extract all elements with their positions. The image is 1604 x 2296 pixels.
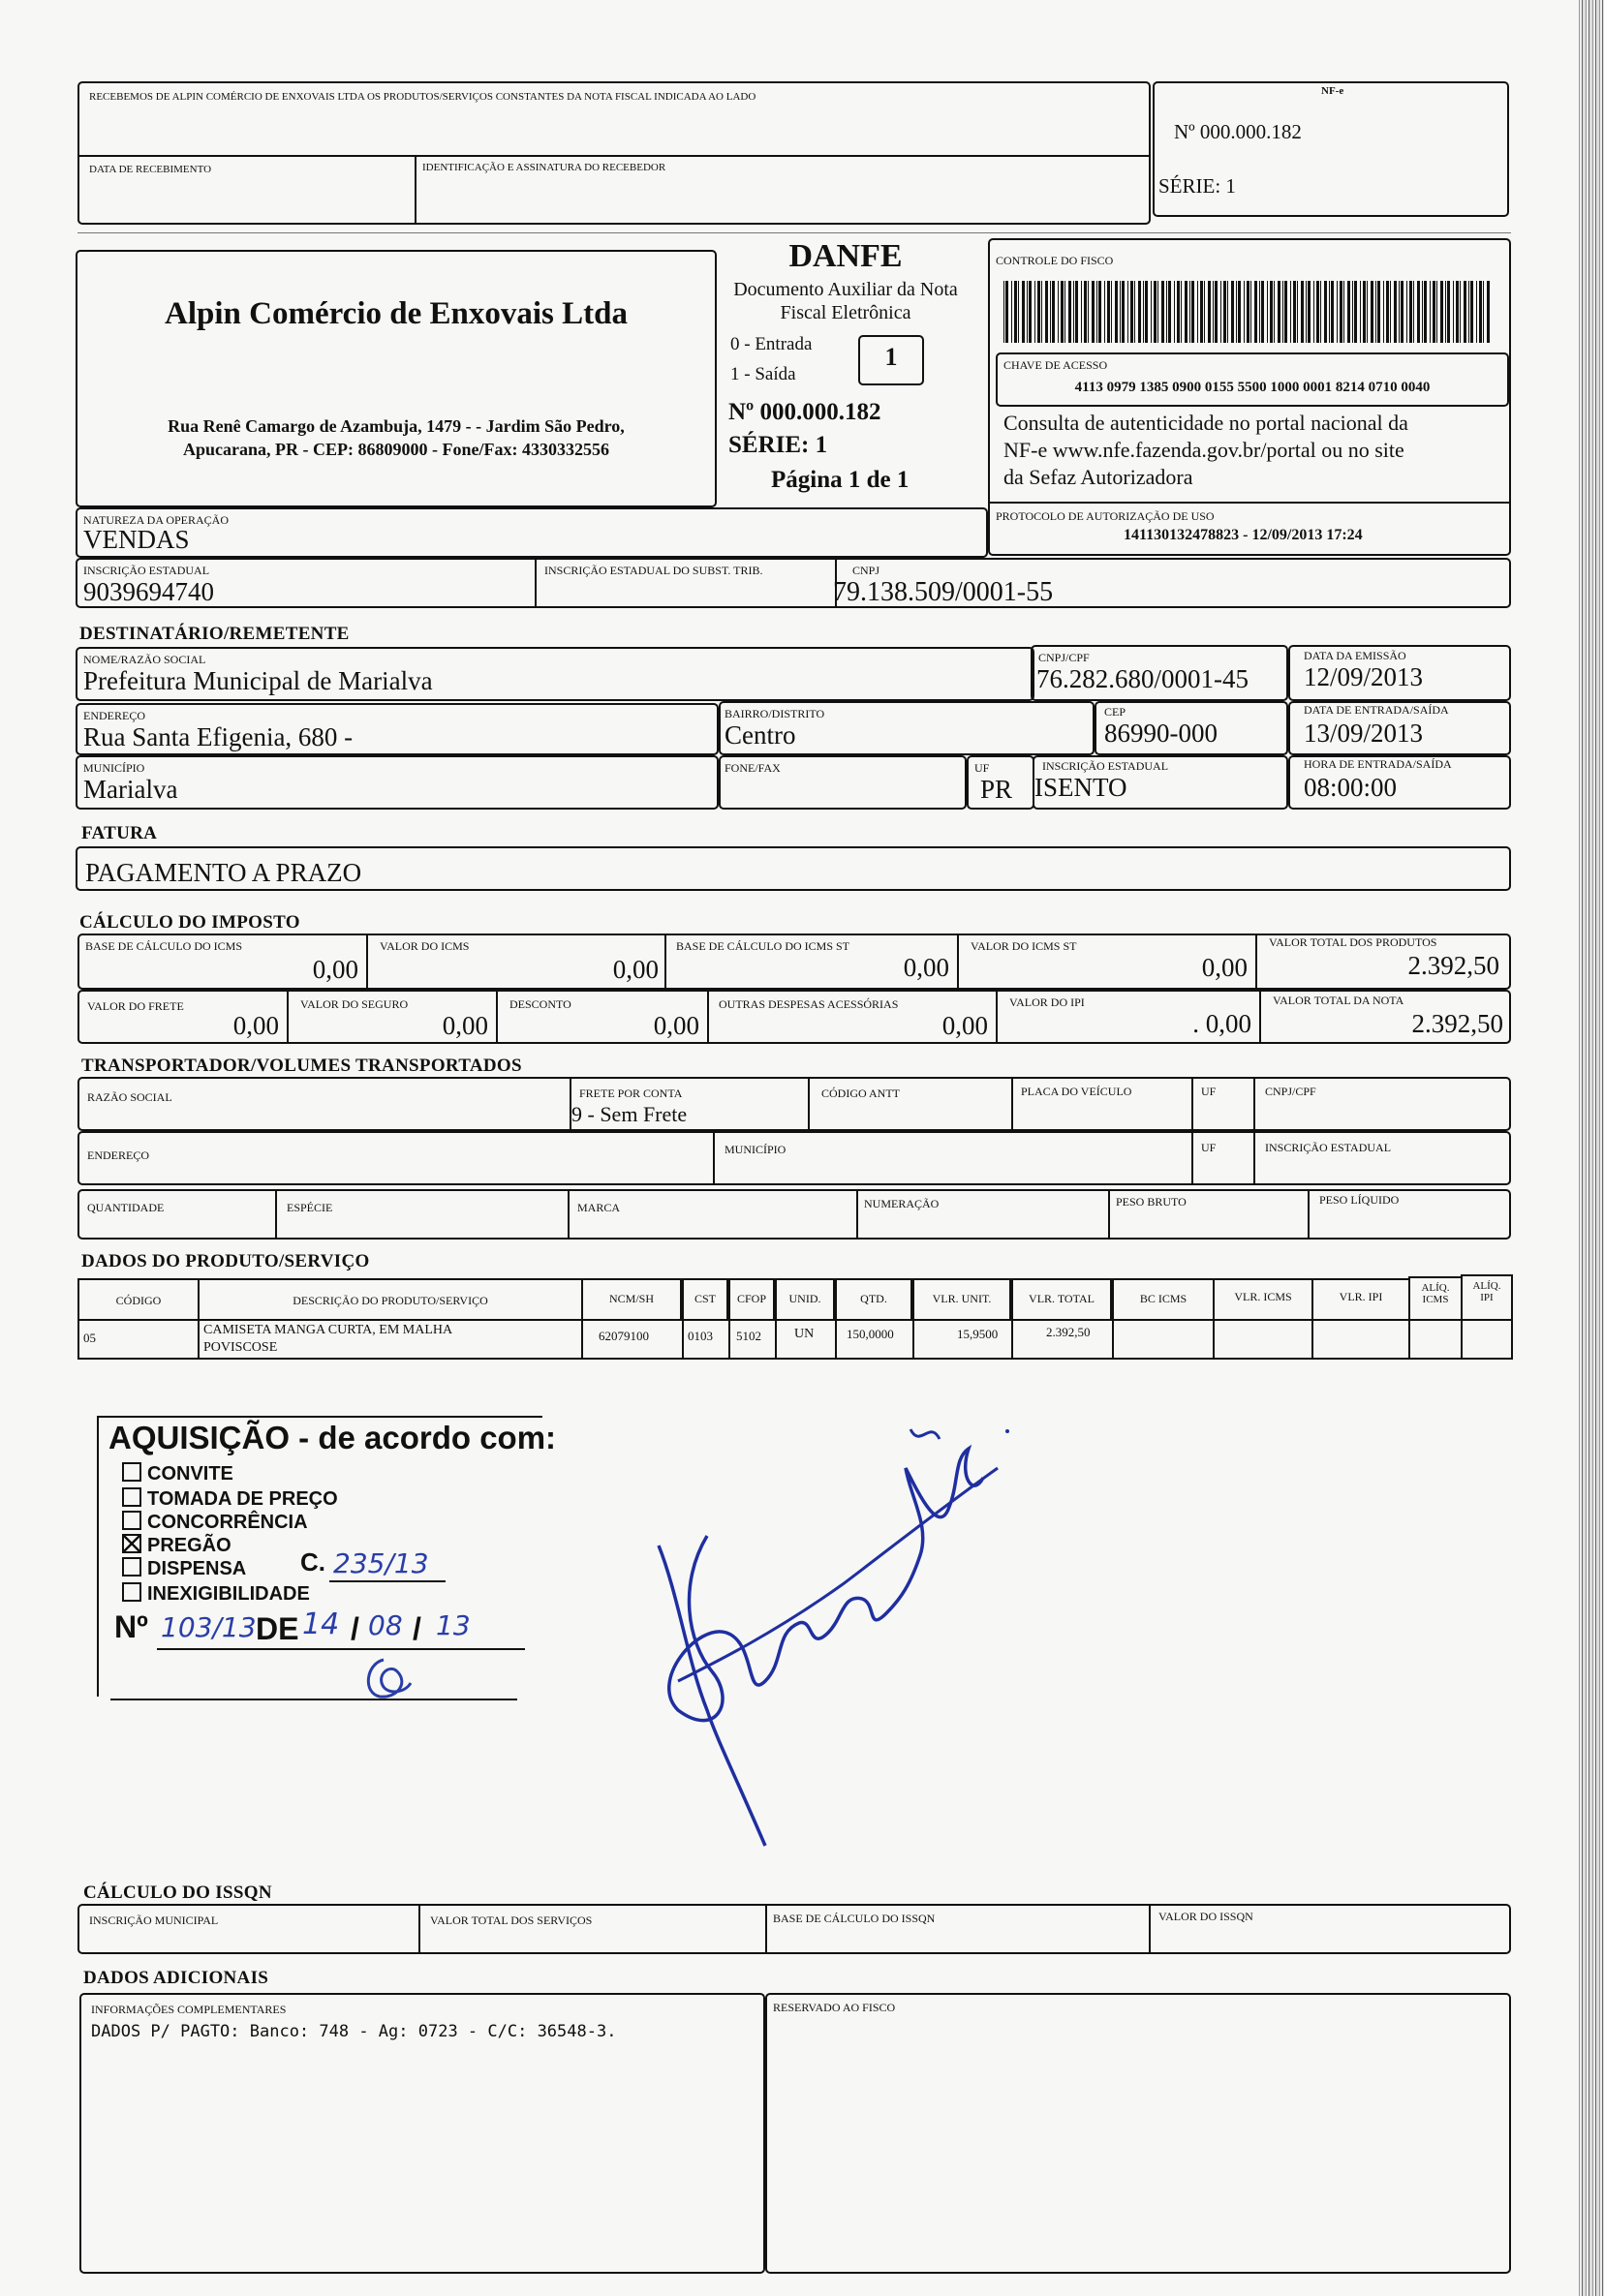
dest-ie-label: INSCRIÇÃO ESTADUAL xyxy=(1042,759,1169,773)
barcode-bar xyxy=(1208,281,1211,343)
barcode-bar xyxy=(1479,281,1482,343)
barcode-bar xyxy=(1088,281,1089,343)
barcode-bar xyxy=(1154,281,1157,343)
td-descricao-1: CAMISETA MANGA CURTA, EM MALHA xyxy=(203,1323,453,1337)
checkbox-pregao-checked xyxy=(122,1534,141,1553)
barcode-bar xyxy=(1375,281,1376,343)
th-cst: CST xyxy=(682,1278,728,1321)
icms-value: 0,00 xyxy=(612,955,659,984)
barcode-bar xyxy=(1177,281,1180,343)
transp-bruto-label: PESO BRUTO xyxy=(1116,1195,1187,1209)
barcode-bar xyxy=(1231,281,1234,343)
barcode-bar xyxy=(1436,281,1437,343)
handwritten-signature xyxy=(620,1391,1027,1855)
barcode-bar xyxy=(1092,281,1095,343)
td-total: 2.392,50 xyxy=(1046,1325,1091,1339)
seguro-label: VALOR DO SEGURO xyxy=(300,997,409,1011)
danfe-entrada: 0 - Entrada xyxy=(730,334,813,354)
controle-fisco-label: CONTROLE DO FISCO xyxy=(996,254,1114,267)
barcode-bar xyxy=(1037,281,1040,343)
barcode-bar xyxy=(1456,281,1459,343)
barcode-bar xyxy=(1464,281,1466,343)
checkbox-inex xyxy=(122,1582,141,1602)
dest-endereco-value: Rua Santa Efigenia, 680 - xyxy=(83,722,354,751)
barcode-bar xyxy=(1250,281,1251,343)
th-total: VLR. TOTAL xyxy=(1011,1278,1112,1321)
barcode-bar xyxy=(1189,281,1190,343)
barcode-bar xyxy=(1308,281,1311,343)
outras-label: OUTRAS DESPESAS ACESSÓRIAS xyxy=(719,997,899,1011)
cnpj-value: 79.138.509/0001-55 xyxy=(833,577,1054,607)
checkbox-convite xyxy=(122,1462,141,1482)
th-cfop: CFOP xyxy=(728,1278,775,1321)
barcode-bar xyxy=(1406,281,1407,343)
dest-cnpj-label: CNPJ/CPF xyxy=(1038,651,1090,664)
icms-st-value: 0,00 xyxy=(1201,953,1248,982)
total-nota-label: VALOR TOTAL DA NOTA xyxy=(1273,994,1404,1007)
frete-value: 0,00 xyxy=(232,1011,279,1040)
danfe-number: Nº 000.000.182 xyxy=(728,399,881,425)
barcode-bar xyxy=(1181,281,1182,343)
danfe-saida: 1 - Saída xyxy=(730,364,796,384)
transp-municipio-label: MUNICÍPIO xyxy=(725,1143,787,1156)
chave-value: 4113 0979 1385 0900 0155 5500 1000 0001 8214 0710 0040 xyxy=(1074,380,1431,395)
dest-endereco-label: ENDEREÇO xyxy=(83,709,145,722)
td-cfop: 5102 xyxy=(736,1329,761,1343)
transp-frete-value: 9 - Sem Frete xyxy=(571,1102,688,1126)
barcode-bar xyxy=(1274,281,1275,343)
icms-st-label: VALOR DO ICMS ST xyxy=(971,939,1077,953)
barcode-bar xyxy=(1151,281,1152,343)
barcode-bar xyxy=(1313,281,1314,343)
transp-uf-label: UF xyxy=(1201,1085,1217,1098)
barcode-bar xyxy=(1061,281,1064,343)
transp-uf2-label: UF xyxy=(1201,1141,1217,1154)
paper-edge xyxy=(1579,0,1604,2296)
dest-entrada-value: 13/09/2013 xyxy=(1304,719,1424,748)
barcode-bar xyxy=(1238,281,1241,343)
produtos-section: DADOS DO PRODUTO/SERVIÇO xyxy=(81,1251,370,1271)
barcode-bar xyxy=(1470,281,1473,343)
barcode-bar xyxy=(1433,281,1435,343)
stamp-c-number: 235/13 xyxy=(333,1547,429,1579)
barcode-bar xyxy=(1487,281,1490,343)
destinatario-section: DESTINATÁRIO/REMETENTE xyxy=(79,624,350,644)
barcode-bar xyxy=(1445,281,1446,343)
dest-municipio-value: Marialva xyxy=(83,775,178,804)
protocolo-value: 141130132478823 - 12/09/2013 17:24 xyxy=(1124,527,1363,543)
stamp-no-value: 103/13 xyxy=(161,1611,257,1643)
frete-label: VALOR DO FRETE xyxy=(87,999,184,1013)
barcode-bar xyxy=(1343,281,1344,343)
bc-icms-label: BASE DE CÁLCULO DO ICMS xyxy=(85,939,243,953)
desconto-label: DESCONTO xyxy=(509,997,571,1011)
barcode-bar xyxy=(1073,281,1074,343)
dest-uf-label: UF xyxy=(974,761,990,775)
barcode-bar xyxy=(1122,281,1125,343)
emitente-address-2: Apucarana, PR - CEP: 86809000 - Fone/Fax: 4330332556 xyxy=(183,440,609,459)
td-codigo: 05 xyxy=(83,1331,96,1345)
th-bc-icms: BC ICMS xyxy=(1112,1278,1215,1321)
fatura-section: FATURA xyxy=(81,823,158,843)
barcode-bar xyxy=(1460,281,1461,343)
barcode-bar xyxy=(1168,281,1171,343)
td-qtd: 150,0000 xyxy=(847,1327,894,1341)
barcode-bar xyxy=(1213,281,1214,343)
barcode-bar xyxy=(1453,281,1454,343)
barcode-bar xyxy=(1052,281,1055,343)
dest-cnpj-value: 76.282.680/0001-45 xyxy=(1036,664,1249,693)
barcode-bar xyxy=(1447,281,1450,343)
dest-ie-value: ISENTO xyxy=(1034,773,1127,802)
dest-nome-value: Prefeitura Municipal de Marialva xyxy=(83,666,433,695)
total-prod-value: 2.392,50 xyxy=(1407,951,1499,980)
barcode-bar xyxy=(1107,281,1110,343)
emitente-name: Alpin Comércio de Enxovais Ltda xyxy=(165,296,628,331)
barcode-bar xyxy=(1174,281,1175,343)
adicionais-section: DADOS ADICIONAIS xyxy=(83,1968,269,1988)
stamp-month: 08 xyxy=(368,1609,403,1641)
barcode-bar xyxy=(1363,281,1366,343)
barcode-bar xyxy=(1003,281,1004,343)
issqn-bc-label: BASE DE CÁLCULO DO ISSQN xyxy=(773,1912,936,1925)
td-ncm: 62079100 xyxy=(599,1329,649,1343)
barcode-bar xyxy=(1284,281,1287,343)
barcode-bar xyxy=(1476,281,1477,343)
dest-bairro-label: BAIRRO/DISTRITO xyxy=(725,707,825,720)
desconto-value: 0,00 xyxy=(653,1011,699,1040)
barcode-bar xyxy=(1337,281,1338,343)
transp-qtd-label: QUANTIDADE xyxy=(87,1201,165,1214)
barcode-bar xyxy=(1084,281,1087,343)
transp-razao-label: RAZÃO SOCIAL xyxy=(87,1090,172,1104)
dest-emissao-label: DATA DA EMISSÃO xyxy=(1304,649,1406,662)
td-unit: 15,9500 xyxy=(957,1327,999,1341)
barcode-bar xyxy=(1320,281,1321,343)
natureza-label: NATUREZA DA OPERAÇÃO xyxy=(83,513,230,527)
fisco-reserved-box xyxy=(765,1993,1511,2274)
stamp-slash-2: / xyxy=(413,1611,421,1646)
barcode-bar xyxy=(1430,281,1431,343)
ie-st-label: INSCRIÇÃO ESTADUAL DO SUBST. TRIB. xyxy=(544,564,763,577)
dest-hora-value: 08:00:00 xyxy=(1304,773,1398,802)
barcode-bar xyxy=(1014,281,1017,343)
barcode-bar xyxy=(1058,281,1059,343)
barcode-bar xyxy=(1161,281,1164,343)
barcode-bar xyxy=(1029,281,1032,343)
barcode-bar xyxy=(1018,281,1019,343)
seguro-value: 0,00 xyxy=(442,1011,488,1040)
dest-fone-label: FONE/FAX xyxy=(725,761,781,775)
th-descricao: DESCRIÇÃO DO PRODUTO/SERVIÇO xyxy=(198,1278,583,1321)
barcode-bar xyxy=(1247,281,1249,343)
barcode-bar xyxy=(1422,281,1423,343)
th-vlr-ipi: VLR. IPI xyxy=(1311,1278,1410,1321)
barcode-bar xyxy=(1386,281,1389,343)
dest-cep-label: CEP xyxy=(1104,705,1126,719)
barcode-bar xyxy=(1215,281,1218,343)
fisco-reserved-label: RESERVADO AO FISCO xyxy=(773,2001,896,2014)
ie-row-box xyxy=(76,558,1511,608)
checkbox-concorrencia xyxy=(122,1511,141,1530)
dest-bairro-value: Centro xyxy=(725,720,796,750)
ie-label: INSCRIÇÃO ESTADUAL xyxy=(83,564,210,577)
icms-label: VALOR DO ICMS xyxy=(380,939,470,953)
barcode-bar xyxy=(1120,281,1121,343)
stamp-year: 13 xyxy=(436,1609,471,1641)
barcode-bar xyxy=(1220,281,1221,343)
barcode-bar xyxy=(1127,281,1128,343)
issqn-v-label: VALOR DO ISSQN xyxy=(1158,1910,1253,1923)
emitente-box xyxy=(76,250,717,507)
checkbox-dispensa xyxy=(122,1557,141,1577)
canhoto-sign-label: IDENTIFICAÇÃO E ASSINATURA DO RECEBEDOR xyxy=(422,162,666,173)
barcode-bar xyxy=(1331,281,1334,343)
barcode-bar xyxy=(1390,281,1391,343)
transp-row2 xyxy=(77,1131,1511,1185)
barcode-bar xyxy=(1261,281,1264,343)
barcode-bar xyxy=(1306,281,1307,343)
barcode-bar xyxy=(1383,281,1384,343)
aquisicao-stamp xyxy=(97,1416,557,1706)
td-unid: UN xyxy=(794,1327,815,1341)
barcode-bar xyxy=(1134,281,1135,343)
stamp-convite: CONVITE xyxy=(122,1462,233,1485)
barcode xyxy=(1003,281,1494,343)
stamp-c-label: C. xyxy=(300,1547,325,1577)
barcode-bar xyxy=(1377,281,1380,343)
barcode-bar xyxy=(1050,281,1051,343)
barcode-bar xyxy=(1270,281,1273,343)
barcode-bar xyxy=(1352,281,1353,343)
barcode-bar xyxy=(1267,281,1268,343)
th-codigo: CÓDIGO xyxy=(77,1278,200,1321)
dest-nome-label: NOME/RAZÃO SOCIAL xyxy=(83,653,206,666)
th-unid: UNID. xyxy=(775,1278,835,1321)
imposto-section: CÁLCULO DO IMPOSTO xyxy=(79,912,300,933)
stamp-pregao: PREGÃO xyxy=(122,1534,231,1557)
barcode-bar xyxy=(1045,281,1048,343)
emitente-address-1: Rua Renê Camargo de Azambuja, 1479 - - Jardim São Pedro, xyxy=(168,416,625,436)
barcode-bar xyxy=(1098,281,1101,343)
td-cst: 0103 xyxy=(688,1329,713,1343)
th-ncm: NCM/SH xyxy=(581,1278,682,1321)
barcode-bar xyxy=(1075,281,1078,343)
ipi-value: . 0,00 xyxy=(1192,1009,1251,1038)
transp-endereco-label: ENDEREÇO xyxy=(87,1148,149,1162)
barcode-bar xyxy=(1081,281,1082,343)
issqn-vts-label: VALOR TOTAL DOS SERVIÇOS xyxy=(430,1913,593,1927)
canhoto-serie: SÉRIE: 1 xyxy=(1158,174,1236,198)
stamp-dispensa: DISPENSA xyxy=(122,1557,246,1580)
barcode-bar xyxy=(1290,281,1291,343)
transp-especie-label: ESPÉCIE xyxy=(287,1201,333,1214)
th-vlr-icms: VLR. ICMS xyxy=(1213,1278,1313,1321)
checkbox-tomada xyxy=(122,1487,141,1507)
outras-value: 0,00 xyxy=(941,1011,988,1040)
barcode-bar xyxy=(1417,281,1420,343)
barcode-bar xyxy=(1041,281,1042,343)
barcode-bar xyxy=(1034,281,1035,343)
barcode-bar xyxy=(1068,281,1071,343)
transp-marca-label: MARCA xyxy=(577,1201,621,1214)
danfe-tipo: 1 xyxy=(884,343,898,371)
barcode-bar xyxy=(1005,281,1008,343)
danfe-serie: SÉRIE: 1 xyxy=(728,432,828,458)
stamp-title: AQUISIÇÃO - de acordo com: xyxy=(108,1420,557,1455)
barcode-bar xyxy=(1223,281,1226,343)
dest-cep-value: 86990-000 xyxy=(1104,719,1218,748)
ipi-label: VALOR DO IPI xyxy=(1009,995,1085,1009)
barcode-bar xyxy=(1115,281,1118,343)
consulta-line-1: Consulta de autenticidade no portal nacional da xyxy=(1003,411,1408,435)
bc-icms-value: 0,00 xyxy=(312,955,358,984)
barcode-bar xyxy=(1409,281,1412,343)
bc-st-label: BASE DE CÁLCULO DO ICMS ST xyxy=(676,939,850,953)
dest-uf-value: PR xyxy=(980,775,1013,804)
th-aliq-ipi: ALÍQ. IPI xyxy=(1461,1274,1513,1321)
barcode-bar xyxy=(1204,281,1205,343)
barcode-bar xyxy=(1259,281,1260,343)
barcode-bar xyxy=(1293,281,1296,343)
canhoto-date-label: DATA DE RECEBIMENTO xyxy=(89,164,212,175)
barcode-bar xyxy=(1354,281,1357,343)
barcode-bar xyxy=(1191,281,1194,343)
transp-frete-label: FRETE POR CONTA xyxy=(579,1087,683,1100)
total-nota-value: 2.392,50 xyxy=(1411,1009,1503,1038)
barcode-bar xyxy=(1157,281,1158,343)
td-descricao-2: POVISCOSE xyxy=(203,1340,278,1355)
barcode-bar xyxy=(1301,281,1304,343)
transp-liquido-label: PESO LÍQUIDO xyxy=(1319,1193,1400,1207)
barcode-bar xyxy=(1394,281,1397,343)
barcode-bar xyxy=(1111,281,1112,343)
fatura-value: PAGAMENTO A PRAZO xyxy=(85,858,362,887)
barcode-bar xyxy=(1200,281,1203,343)
issqn-section: CÁLCULO DO ISSQN xyxy=(83,1883,272,1903)
barcode-bar xyxy=(1297,281,1298,343)
barcode-bar xyxy=(1227,281,1228,343)
barcode-bar xyxy=(1360,281,1361,343)
cnpj-label: CNPJ xyxy=(852,564,880,577)
barcode-bar xyxy=(1104,281,1105,343)
dest-hora-label: HORA DE ENTRADA/SAÍDA xyxy=(1304,757,1452,771)
consulta-line-2: NF-e www.nfe.fazenda.gov.br/portal ou no site xyxy=(1003,438,1404,462)
canhoto-receipt-text: RECEBEMOS DE ALPIN COMÉRCIO DE ENXOVAIS LTDA OS PRODUTOS/SERVIÇOS CONSTANTES DA NOTA FISCAL INDICADA AO LADO xyxy=(89,91,756,103)
transp-ie-label: INSCRIÇÃO ESTADUAL xyxy=(1265,1141,1392,1154)
th-aliq-icms: ALÍQ. ICMS xyxy=(1408,1276,1463,1321)
th-qtd: QTD. xyxy=(835,1278,912,1321)
stamp-concorrencia: CONCORRÊNCIA xyxy=(122,1511,308,1534)
transporte-section: TRANSPORTADOR/VOLUMES TRANSPORTADOS xyxy=(81,1056,522,1076)
issqn-im-label: INSCRIÇÃO MUNICIPAL xyxy=(89,1913,219,1927)
barcode-bar xyxy=(1130,281,1133,343)
barcode-bar xyxy=(1138,281,1141,343)
barcode-bar xyxy=(1145,281,1148,343)
barcode-bar xyxy=(1236,281,1237,343)
stamp-tomada: TOMADA DE PREÇO xyxy=(122,1487,338,1511)
stamp-initials-signature xyxy=(355,1654,416,1704)
barcode-bar xyxy=(1064,281,1065,343)
danfe-title: DANFE xyxy=(788,238,903,274)
chave-label: CHAVE DE ACESSO xyxy=(1003,358,1108,372)
danfe-pagina: Página 1 de 1 xyxy=(771,467,910,493)
canhoto-number: Nº 000.000.182 xyxy=(1174,120,1302,143)
barcode-bar xyxy=(1401,281,1404,343)
protocolo-label: PROTOCOLO DE AUTORIZAÇÃO DE USO xyxy=(996,509,1215,523)
danfe-subtitle-2: Fiscal Eletrônica xyxy=(780,302,911,323)
barcode-bar xyxy=(1011,281,1012,343)
canhoto-nfe-label: NF-e xyxy=(1321,85,1344,97)
barcode-bar xyxy=(1244,281,1245,343)
danfe-subtitle-1: Documento Auxiliar da Nota xyxy=(733,279,958,300)
stamp-de-label: DE xyxy=(256,1611,299,1646)
barcode-bar xyxy=(1329,281,1330,343)
barcode-bar xyxy=(1468,281,1469,343)
natureza-value: VENDAS xyxy=(83,525,190,554)
barcode-bar xyxy=(1371,281,1373,343)
transp-numeracao-label: NUMERAÇÃO xyxy=(864,1197,940,1210)
barcode-bar xyxy=(1022,281,1025,343)
info-value: DADOS P/ PAGTO: Banco: 748 - Ag: 0723 - C/C: 36548-3. xyxy=(91,2022,617,2041)
transp-antt-label: CÓDIGO ANTT xyxy=(821,1087,900,1100)
barcode-bar xyxy=(1143,281,1144,343)
stamp-day: 14 xyxy=(302,1607,340,1641)
barcode-bar xyxy=(1399,281,1400,343)
barcode-bar xyxy=(1367,281,1368,343)
barcode-bar xyxy=(1254,281,1257,343)
barcode-bar xyxy=(1347,281,1350,343)
barcode-bar xyxy=(1197,281,1198,343)
barcode-bar xyxy=(1424,281,1427,343)
barcode-bar xyxy=(1413,281,1414,343)
ie-value: 9039694740 xyxy=(83,577,214,606)
transp-cnpj-label: CNPJ/CPF xyxy=(1265,1085,1316,1098)
barcode-bar xyxy=(1282,281,1283,343)
barcode-bar xyxy=(1166,281,1167,343)
barcode-bar xyxy=(1027,281,1028,343)
stamp-slash-1: / xyxy=(351,1611,359,1646)
barcode-bar xyxy=(1324,281,1327,343)
th-unit: VLR. UNIT. xyxy=(912,1278,1011,1321)
canhoto-box xyxy=(77,81,1151,225)
info-label: INFORMAÇÕES COMPLEMENTARES xyxy=(91,2003,287,2016)
dest-entrada-label: DATA DE ENTRADA/SAÍDA xyxy=(1304,703,1449,717)
stamp-inex: INEXIGIBILIDADE xyxy=(122,1582,310,1606)
barcode-bar xyxy=(1185,281,1188,343)
barcode-bar xyxy=(1096,281,1097,343)
barcode-bar xyxy=(1440,281,1443,343)
barcode-bar xyxy=(1278,281,1280,343)
bc-st-value: 0,00 xyxy=(903,953,949,982)
barcode-bar xyxy=(1483,281,1484,343)
dest-emissao-value: 12/09/2013 xyxy=(1304,662,1424,691)
barcode-bar xyxy=(1316,281,1319,343)
barcode-bar xyxy=(1340,281,1342,343)
consulta-line-3: da Sefaz Autorizadora xyxy=(1003,465,1193,489)
transp-placa-label: PLACA DO VEÍCULO xyxy=(1021,1085,1132,1098)
stamp-no-label: Nº xyxy=(114,1609,148,1644)
dest-municipio-label: MUNICÍPIO xyxy=(83,761,145,775)
total-prod-label: VALOR TOTAL DOS PRODUTOS xyxy=(1269,935,1437,949)
